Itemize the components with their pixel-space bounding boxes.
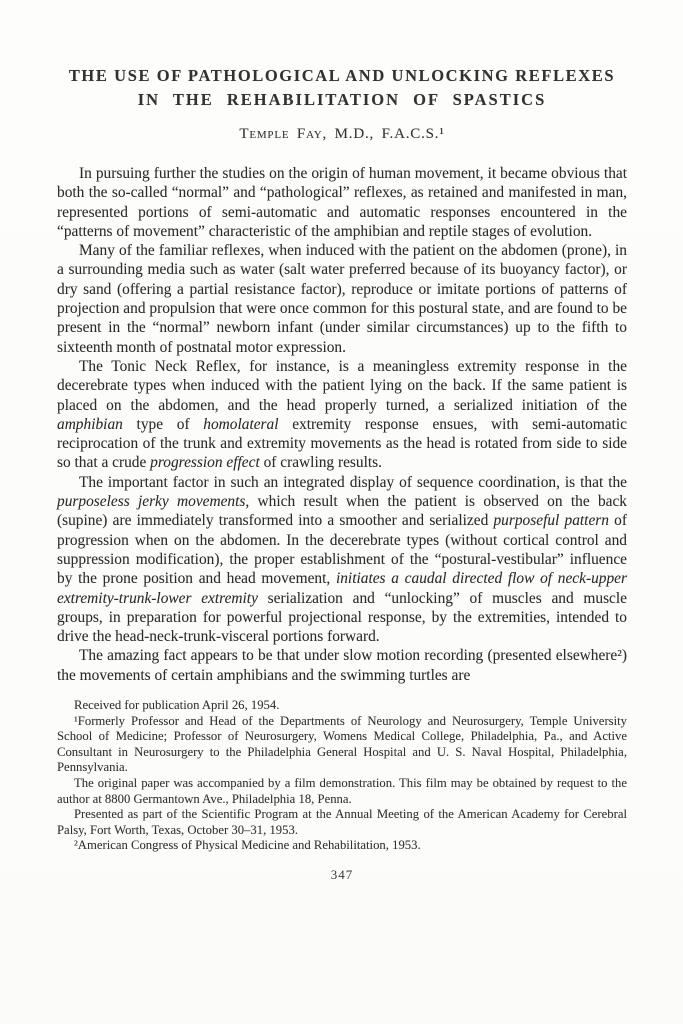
footnotes-section (57, 698, 627, 854)
article-title-line2: IN THE REHABILITATION OF SPASTICS (137, 90, 547, 109)
text-run: Many of the familiar reflexes, when induced with the patient on the abdomen (prone), in a surrounding media such as water (salt water preferred because of its buoyancy factor), or dry sand (offering a partial resistance factor), reproduce or imitate portions of patterns of projection and propulsion that were once common for this postural state, and are found to be present in the “normal” newborn infant (under similar circumstances) up to the fifth to sixteenth month of postnatal motor expression. (57, 242, 627, 356)
text-run: In pursuing further the studies on the origin of human movement, it became obvious that both the so-called “normal” and “pathological” reflexes, as retained and manifested in man, represented portions of semi-automatic and automatic responses encountered in the “patterns of movement” characteristic of the amphibian and reptile stages of evolution. (57, 165, 627, 240)
text-run: of crawling results. (259, 454, 382, 472)
footnote: The original paper was accompanied by a film demonstration. This film may be obtained by request to the author at 8800 Germantown Ave., Philadelphia 18, Penna. (57, 775, 627, 806)
article-body (57, 164, 627, 685)
author-byline: Temple Fay, M.D., F.A.C.S.¹ (239, 126, 445, 142)
article-title-line1: THE USE OF PATHOLOGICAL AND UNLOCKING REFLEXES (68, 66, 616, 85)
text-run: The amazing fact appears to be that under slow motion recording (presented elsewhere²) the movements of certain amphibians and the swimming turtles are (57, 647, 627, 684)
body-paragraph (57, 357, 627, 473)
page-content (57, 64, 627, 883)
footnote: ¹Formerly Professor and Head of the Departments of Neurology and Neurosurgery, Temple University School of Medicine; Professor of Neurosurgery, Womens Medical College, Philadelphia, Pa., and Active Consultant in Neurosurgery to the Philadelphia General Hospital and U. S. Naval Hospital, Philadelphia, Pennsylvania. (57, 713, 627, 775)
italic-text-run: homolateral (203, 415, 279, 433)
text-run: extremity response ensues, with semi-automatic reciprocation of the trunk and extremity movements as the head is rotated from side to side so that a crude (57, 415, 627, 472)
footnote: ²American Congress of Physical Medicine and Rehabilitation, 1953. (74, 838, 421, 853)
article-title (57, 64, 627, 112)
text-run: type of (122, 415, 204, 433)
body-paragraph (57, 241, 627, 357)
italic-text-run: purposeless jerky movements (57, 493, 246, 511)
body-paragraph (57, 473, 627, 647)
italic-text-run: purposeful pattern (493, 512, 609, 530)
text-run: The important factor in such an integrated display of sequence coordination, is that the (79, 473, 627, 491)
text-run: The Tonic Neck Reflex, for instance, is a meaningless extremity response in the decerebrate types when induced with the patient lying on the back. If the same patient is placed on the abdomen, and the head properly turned, a serialized initiation of the (57, 357, 627, 414)
footnote: Presented as part of the Scientific Program at the Annual Meeting of the American Academy for Cerebral Palsy, Fort Worth, Texas, October 30–31, 1953. (57, 807, 627, 837)
body-paragraph (57, 646, 627, 685)
text-run: , which result when the patient is observed on the back (supine) are immediately transformed into a smoother and serialized (57, 493, 627, 530)
italic-text-run: initiates a caudal directed flow of neck-upper extremity-trunk-lower extremity (57, 570, 627, 607)
italic-text-run: progression effect (150, 454, 260, 472)
page-number: 347 (330, 866, 354, 882)
text-run: serialization and “unlocking” of muscles and muscle groups, in preparation for powerful projectional response, by the extremities, intended to drive the head-neck-trunk-visceral portions forward. (57, 589, 627, 646)
text-run: of progression when on the abdomen. In the decerebrate types (without cortical control and suppression modification), the proper establishment of the “postural-vestibular” influence by the prone position and head movement, (57, 512, 627, 588)
italic-text-run: amphibian (57, 415, 123, 433)
body-paragraph (57, 164, 627, 241)
footnote: Received for publication April 26, 1954. (74, 698, 280, 713)
